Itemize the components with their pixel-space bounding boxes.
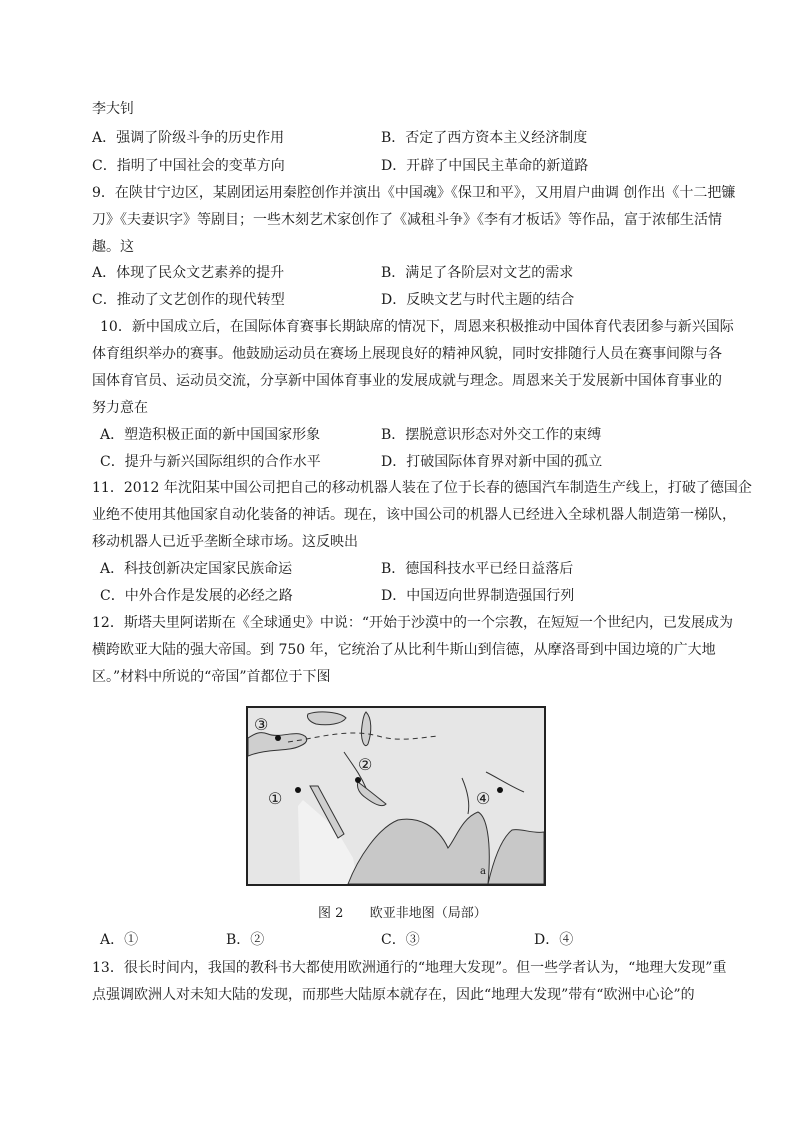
q10-option-b[interactable]: B．摆脱意识形态对外交工作的束缚 bbox=[381, 427, 602, 443]
q9-stem-line: 刀》《夫妻识字》等剧目；一些木刻艺术家创作了《减租斗争》《李有才板话》等作品，富于浓郁生活情 bbox=[92, 212, 722, 228]
map-marker-3: ③ bbox=[254, 715, 269, 734]
map-drawing bbox=[248, 708, 544, 884]
q9-option-d[interactable]: D．反映文艺与时代主题的结合 bbox=[381, 292, 575, 308]
q11-option-a[interactable]: A．科技创新决定国家民族命运 bbox=[100, 561, 293, 577]
map-marker-1: ① bbox=[268, 789, 283, 808]
q13-stem-line: 点强调欧洲人对未知大陆的发现，而那些大陆原本就存在，因此“地理大发现”带有“欧洲中心论”的 bbox=[92, 987, 695, 1003]
figure-caption bbox=[318, 905, 487, 923]
map-glyph: a bbox=[480, 866, 486, 877]
city-dot-4 bbox=[497, 787, 503, 793]
q11-stem-line: 11．2012 年沈阳某中国公司把自己的移动机器人装在了位于长春的德国汽车制造生产线上，打破了德国企 bbox=[92, 480, 752, 496]
q8-option-c[interactable]: C．指明了中国社会的变革方向 bbox=[92, 158, 285, 174]
q10-stem-line: 努力意在 bbox=[92, 400, 148, 416]
q8-option-a[interactable]: A．强调了阶级斗争的历史作用 bbox=[92, 130, 285, 146]
figure-number: 图 2 bbox=[318, 906, 344, 921]
map-marker-2: ② bbox=[358, 755, 373, 774]
q12-stem-line: 横跨欧亚大陆的强大帝国。到 750 年，它统治了从比利牛斯山到信德，从摩洛哥到中国边境的广大地 bbox=[92, 642, 716, 658]
q12-stem-line: 区。”材料中所说的“帝国”首都位于下图 bbox=[92, 669, 331, 685]
q9-stem-line: 趣。这 bbox=[92, 239, 134, 255]
q9-option-b[interactable]: B．满足了各阶层对文艺的需求 bbox=[381, 265, 574, 281]
q11-option-d[interactable]: D．中国迈向世界制造强国行列 bbox=[381, 588, 575, 604]
city-dot-1 bbox=[295, 787, 301, 793]
q10-option-a[interactable]: A．塑造积极正面的新中国国家形象 bbox=[100, 427, 321, 443]
q8-option-d[interactable]: D．开辟了中国民主革命的新道路 bbox=[381, 158, 589, 174]
q10-stem-line: 体育组织举办的赛事。他鼓励运动员在赛场上展现良好的精神风貌，同时安排随行人员在赛事间隙与各 bbox=[92, 346, 722, 362]
q13-stem-line: 13．很长时间内，我国的教科书大都使用欧洲通行的“地理大发现”。但一些学者认为，“地理大发现”重 bbox=[92, 960, 727, 976]
q12-stem-line: 12．斯塔夫里阿诺斯在《全球通史》中说：“开始于沙漠中的一个宗教，在短短一个世纪内，已发展成为 bbox=[92, 615, 733, 631]
q11-option-c[interactable]: C．中外合作是发展的必经之路 bbox=[100, 588, 293, 604]
q11-option-b[interactable]: B．德国科技水平已经日益落后 bbox=[381, 561, 574, 577]
q11-stem-line: 业绝不使用其他国家自动化装备的神话。现在，该中国公司的机器人已经进入全球机器人制造第一梯队， bbox=[92, 507, 736, 523]
q12-option-d[interactable]: D．④ bbox=[534, 932, 574, 948]
city-dot-3 bbox=[275, 735, 281, 741]
q10-option-d[interactable]: D．打破国际体育界对新中国的孤立 bbox=[381, 454, 603, 470]
q10-option-c[interactable]: C．提升与新兴国际组织的合作水平 bbox=[100, 454, 321, 470]
q12-option-c[interactable]: C．③ bbox=[381, 932, 420, 948]
map-marker-4: ④ bbox=[476, 789, 491, 808]
q8-option-b[interactable]: B．否定了西方资本主义经济制度 bbox=[381, 130, 588, 146]
q8-stem-tail: 李大钊 bbox=[92, 101, 134, 117]
q9-stem-line: 9．在陕甘宁边区，某剧团运用秦腔创作并演出《中国魂》《保卫和平》，又用眉户曲调 创作出《十二把镰 bbox=[92, 185, 736, 201]
q10-stem-line: 10．新中国成立后，在国际体育赛事长期缺席的情况下，周恩来积极推动中国体育代表团参与新兴国际 bbox=[100, 319, 734, 335]
q9-option-a[interactable]: A．体现了民众文艺素养的提升 bbox=[92, 265, 285, 281]
q12-option-b[interactable]: B．② bbox=[226, 932, 265, 948]
q9-option-c[interactable]: C．推动了文艺创作的现代转型 bbox=[92, 292, 285, 308]
figure-title: 欧亚非地图（局部） bbox=[369, 906, 487, 921]
q11-stem-line: 移动机器人已近乎垄断全球市场。这反映出 bbox=[92, 534, 358, 550]
q10-stem-line: 国体育官员、运动员交流，分享新中国体育事业的发展成就与理念。周恩来关于发展新中国体育事业的 bbox=[92, 373, 722, 389]
eurasia-africa-map bbox=[246, 706, 546, 886]
city-dot-2 bbox=[355, 777, 361, 783]
q12-option-a[interactable]: A．① bbox=[100, 932, 139, 948]
